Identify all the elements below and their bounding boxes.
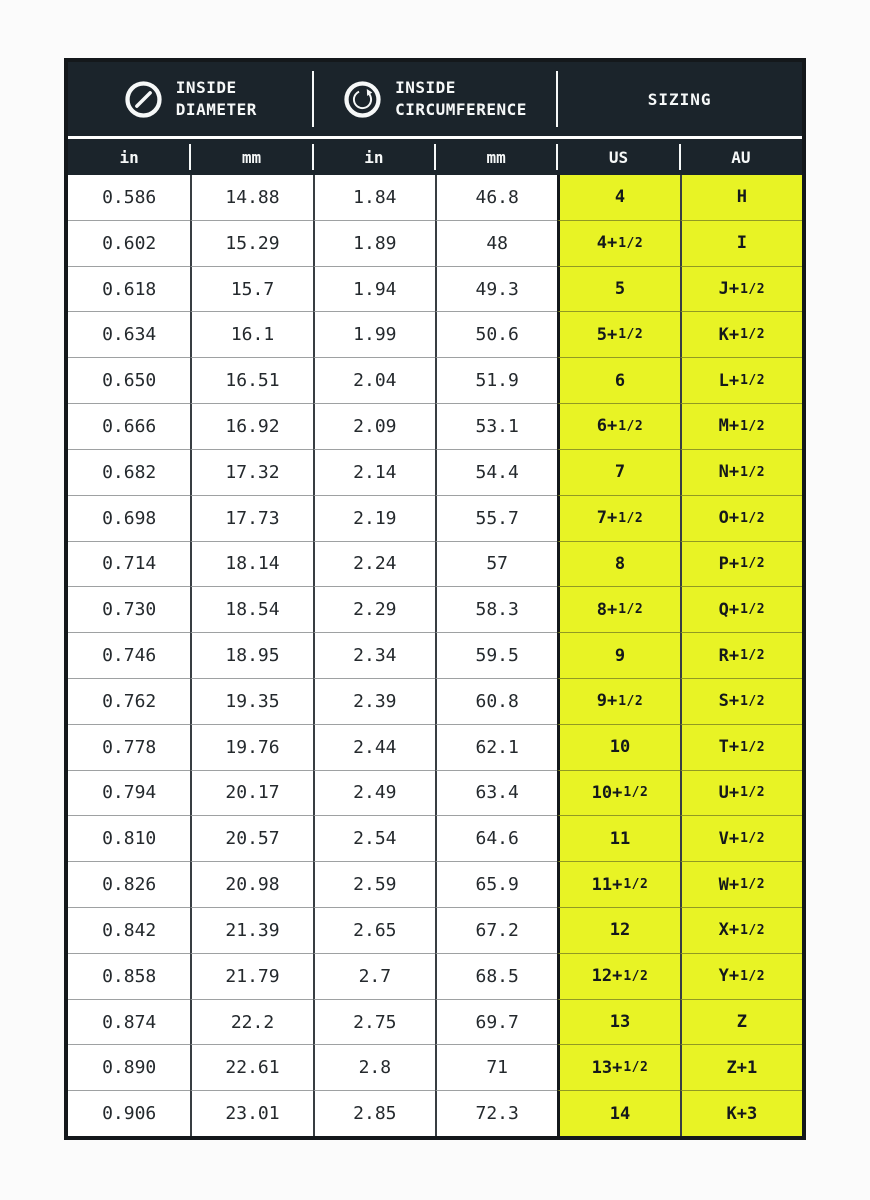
diameter-in-cell: 0.634 <box>68 311 190 357</box>
circumference-in-cell: 2.59 <box>313 861 435 907</box>
diameter-mm-cell: 15.29 <box>190 220 312 266</box>
circumference-in-cell: 2.85 <box>313 1090 435 1136</box>
size-us-cell: 9 <box>557 632 679 678</box>
subheader-circumference-mm: mm <box>435 139 557 175</box>
header-label-inside-diameter <box>176 77 257 120</box>
diameter-in-cell: 0.874 <box>68 999 190 1045</box>
size-au-cell: R+ 1/2 <box>680 632 802 678</box>
circumference-in-cell: 2.04 <box>313 357 435 403</box>
table-subheader <box>68 139 802 175</box>
diameter-mm-cell: 18.14 <box>190 541 312 587</box>
table-row <box>68 220 802 266</box>
size-us-cell: 14 <box>557 1090 679 1136</box>
circumference-mm-cell: 55.7 <box>435 495 557 541</box>
size-us-cell: 6+ 1/2 <box>557 403 679 449</box>
size-au-cell: I <box>680 220 802 266</box>
size-au-cell: M+ 1/2 <box>680 403 802 449</box>
diameter-mm-cell: 16.1 <box>190 311 312 357</box>
circumference-in-cell: 1.94 <box>313 266 435 312</box>
size-au-cell: N+ 1/2 <box>680 449 802 495</box>
circumference-in-cell: 2.65 <box>313 907 435 953</box>
size-us-cell: 11+ 1/2 <box>557 861 679 907</box>
circumference-mm-cell: 50.6 <box>435 311 557 357</box>
circumference-in-cell: 2.19 <box>313 495 435 541</box>
size-us-cell: 12+ 1/2 <box>557 953 679 999</box>
diameter-mm-cell: 18.54 <box>190 586 312 632</box>
table-row <box>68 1090 802 1136</box>
circumference-in-cell: 1.84 <box>313 175 435 220</box>
size-au-cell: H <box>680 175 802 220</box>
diameter-in-cell: 0.794 <box>68 770 190 816</box>
size-au-cell: U+ 1/2 <box>680 770 802 816</box>
table-row <box>68 953 802 999</box>
diameter-in-cell: 0.714 <box>68 541 190 587</box>
diameter-in-cell: 0.906 <box>68 1090 190 1136</box>
header-label-line2: DIAMETER <box>175 100 257 119</box>
diameter-mm-cell: 20.17 <box>190 770 312 816</box>
circumference-mm-cell: 65.9 <box>435 861 557 907</box>
circumference-in-cell: 2.75 <box>313 999 435 1045</box>
size-au-cell: V+ 1/2 <box>680 815 802 861</box>
size-au-cell: Y+ 1/2 <box>680 953 802 999</box>
header-group-sizing <box>557 62 802 136</box>
circumference-mm-cell: 62.1 <box>435 724 557 770</box>
circumference-in-cell: 2.09 <box>313 403 435 449</box>
diameter-mm-cell: 14.88 <box>190 175 312 220</box>
size-au-cell: Z+1 <box>680 1044 802 1090</box>
size-us-cell: 4 <box>557 175 679 220</box>
size-us-cell: 10+ 1/2 <box>557 770 679 816</box>
table-row <box>68 678 802 724</box>
size-au-cell: Z <box>680 999 802 1045</box>
ring-size-table <box>64 58 806 1140</box>
diameter-mm-cell: 16.51 <box>190 357 312 403</box>
size-au-cell: K+3 <box>680 1090 802 1136</box>
circumference-mm-cell: 71 <box>435 1044 557 1090</box>
table-row <box>68 861 802 907</box>
circumference-in-cell: 2.29 <box>313 586 435 632</box>
table-row <box>68 1044 802 1090</box>
circumference-mm-cell: 54.4 <box>435 449 557 495</box>
size-us-cell: 13 <box>557 999 679 1045</box>
table-row <box>68 541 802 587</box>
circumference-in-cell: 2.54 <box>313 815 435 861</box>
header-label-line2: CIRCUMFERENCE <box>395 100 527 119</box>
diameter-in-cell: 0.666 <box>68 403 190 449</box>
diameter-in-cell: 0.730 <box>68 586 190 632</box>
circumference-in-cell: 2.49 <box>313 770 435 816</box>
size-us-cell: 11 <box>557 815 679 861</box>
circumference-mm-cell: 60.8 <box>435 678 557 724</box>
table-row <box>68 770 802 816</box>
table-row <box>68 495 802 541</box>
size-us-cell: 9+ 1/2 <box>557 678 679 724</box>
circumference-mm-cell: 63.4 <box>435 770 557 816</box>
table-row <box>68 266 802 312</box>
subheader-size-us: US <box>557 139 679 175</box>
subheader-diameter-mm: mm <box>190 139 312 175</box>
size-au-cell: O+ 1/2 <box>680 495 802 541</box>
size-au-cell: L+ 1/2 <box>680 357 802 403</box>
size-au-cell: P+ 1/2 <box>680 541 802 587</box>
size-au-cell: Q+ 1/2 <box>680 586 802 632</box>
diameter-in-cell: 0.890 <box>68 1044 190 1090</box>
table-row <box>68 815 802 861</box>
diameter-in-cell: 0.602 <box>68 220 190 266</box>
size-us-cell: 7+ 1/2 <box>557 495 679 541</box>
diameter-in-cell: 0.698 <box>68 495 190 541</box>
circumference-mm-cell: 49.3 <box>435 266 557 312</box>
table-row <box>68 907 802 953</box>
diameter-mm-cell: 17.32 <box>190 449 312 495</box>
circumference-mm-cell: 59.5 <box>435 632 557 678</box>
size-au-cell: S+ 1/2 <box>680 678 802 724</box>
header-label-sizing: SIZING <box>647 89 712 109</box>
circumference-in-cell: 2.34 <box>313 632 435 678</box>
diameter-mm-cell: 20.98 <box>190 861 312 907</box>
table-row <box>68 449 802 495</box>
diameter-in-cell: 0.762 <box>68 678 190 724</box>
diameter-mm-cell: 23.01 <box>190 1090 312 1136</box>
diameter-mm-cell: 15.7 <box>190 266 312 312</box>
diameter-mm-cell: 22.61 <box>190 1044 312 1090</box>
circumference-mm-cell: 72.3 <box>435 1090 557 1136</box>
diameter-in-cell: 0.778 <box>68 724 190 770</box>
diameter-in-cell: 0.858 <box>68 953 190 999</box>
diameter-mm-cell: 21.79 <box>190 953 312 999</box>
size-us-cell: 8+ 1/2 <box>557 586 679 632</box>
subheader-size-au: AU <box>680 139 802 175</box>
circumference-mm-cell: 48 <box>435 220 557 266</box>
diameter-mm-cell: 22.2 <box>190 999 312 1045</box>
header-group-inside-diameter <box>68 62 313 136</box>
size-au-cell: J+ 1/2 <box>680 266 802 312</box>
diameter-in-cell: 0.618 <box>68 266 190 312</box>
table-body <box>68 175 802 1136</box>
header-label-line1: INSIDE <box>175 78 237 98</box>
size-au-cell: K+ 1/2 <box>680 311 802 357</box>
size-us-cell: 6 <box>557 357 679 403</box>
circumference-mm-cell: 58.3 <box>435 586 557 632</box>
circumference-in-cell: 2.14 <box>313 449 435 495</box>
table-row <box>68 999 802 1045</box>
diameter-mm-cell: 19.76 <box>190 724 312 770</box>
diameter-in-cell: 0.682 <box>68 449 190 495</box>
circumference-mm-cell: 69.7 <box>435 999 557 1045</box>
header-label-inside-circumference <box>395 77 527 120</box>
circumference-in-cell: 2.39 <box>313 678 435 724</box>
circumference-mm-cell: 64.6 <box>435 815 557 861</box>
diameter-mm-cell: 21.39 <box>190 907 312 953</box>
table-row <box>68 357 802 403</box>
size-au-cell: X+ 1/2 <box>680 907 802 953</box>
diameter-mm-cell: 17.73 <box>190 495 312 541</box>
circumference-mm-cell: 67.2 <box>435 907 557 953</box>
circumference-in-cell: 1.99 <box>313 311 435 357</box>
size-au-cell: W+ 1/2 <box>680 861 802 907</box>
circumference-mm-cell: 57 <box>435 541 557 587</box>
diameter-mm-cell: 19.35 <box>190 678 312 724</box>
diameter-in-cell: 0.746 <box>68 632 190 678</box>
diameter-in-cell: 0.586 <box>68 175 190 220</box>
table-row <box>68 724 802 770</box>
subheader-diameter-in: in <box>119 147 139 167</box>
size-us-cell: 12 <box>557 907 679 953</box>
subheader-circumference-in: in <box>313 139 435 175</box>
circumference-icon <box>343 80 382 119</box>
circumference-mm-cell: 53.1 <box>435 403 557 449</box>
circumference-in-cell: 2.24 <box>313 541 435 587</box>
diameter-in-cell: 0.826 <box>68 861 190 907</box>
table-row <box>68 632 802 678</box>
circumference-in-cell: 2.7 <box>313 953 435 999</box>
circumference-mm-cell: 68.5 <box>435 953 557 999</box>
size-us-cell: 4+ 1/2 <box>557 220 679 266</box>
diameter-mm-cell: 20.57 <box>190 815 312 861</box>
size-au-cell: T+ 1/2 <box>680 724 802 770</box>
size-us-cell: 8 <box>557 541 679 587</box>
table-row <box>68 175 802 220</box>
circumference-mm-cell: 51.9 <box>435 357 557 403</box>
diameter-mm-cell: 16.92 <box>190 403 312 449</box>
diameter-mm-cell: 18.95 <box>190 632 312 678</box>
circumference-in-cell: 2.44 <box>313 724 435 770</box>
diameter-in-cell: 0.842 <box>68 907 190 953</box>
diameter-icon <box>124 80 163 119</box>
circumference-in-cell: 1.89 <box>313 220 435 266</box>
size-us-cell: 5+ 1/2 <box>557 311 679 357</box>
size-us-cell: 10 <box>557 724 679 770</box>
size-us-cell: 7 <box>557 449 679 495</box>
table-row <box>68 403 802 449</box>
circumference-mm-cell: 46.8 <box>435 175 557 220</box>
header-group-inside-circumference <box>313 62 558 136</box>
diameter-in-cell: 0.650 <box>68 357 190 403</box>
table-row <box>68 311 802 357</box>
diameter-in-cell: 0.810 <box>68 815 190 861</box>
size-us-cell: 13+ 1/2 <box>557 1044 679 1090</box>
header-label-line1: INSIDE <box>395 78 456 98</box>
table-row <box>68 586 802 632</box>
table-header <box>68 62 802 136</box>
circumference-in-cell: 2.8 <box>313 1044 435 1090</box>
size-us-cell: 5 <box>557 266 679 312</box>
